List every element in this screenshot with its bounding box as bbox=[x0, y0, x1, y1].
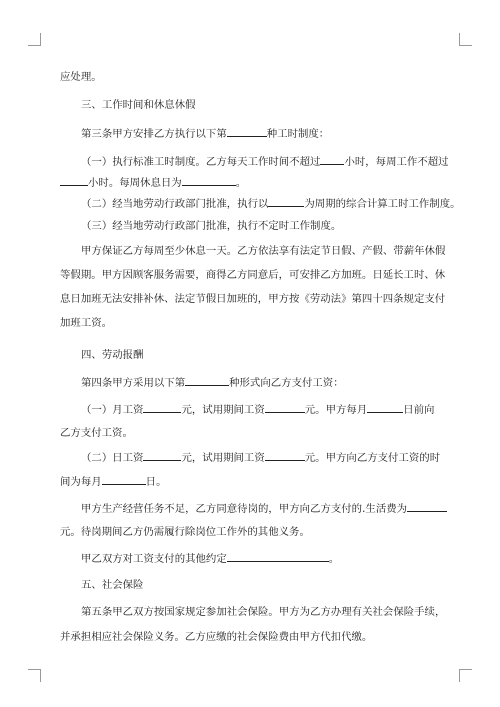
blank-field bbox=[268, 196, 304, 207]
text-line: 甲方保证乙方每周至少休息一天。乙方依法享有法定节日假、产假、带薪年休假 bbox=[81, 245, 446, 257]
blank-field bbox=[185, 375, 229, 386]
corner-mark-bottom-right bbox=[459, 669, 472, 682]
text-line: 小时。每周休息日为 。 bbox=[60, 175, 450, 190]
blank-field bbox=[227, 126, 267, 137]
text-line: 间为每月 日。 bbox=[60, 476, 167, 488]
text-line: 乙方支付工资。 bbox=[60, 427, 133, 439]
corner-mark-top-right bbox=[459, 33, 472, 46]
text-line: （三）经当地劳动行政部门批准，执行不定时工作制度。 bbox=[81, 220, 342, 232]
blank-field bbox=[143, 402, 181, 413]
text-line: 甲乙双方对工资支付的其他约定 。 bbox=[81, 553, 340, 565]
blank-field bbox=[320, 154, 344, 165]
text-line: （二）经当地劳动行政部门批准，执行以 为周期的综合计算工时工作制度。 bbox=[81, 198, 461, 210]
blank-field bbox=[143, 450, 181, 461]
corner-mark-top-left bbox=[28, 33, 41, 46]
text-line: 等假期。甲方因顾客服务需要，商得乙方同意后，可安排乙方加班。日延长工时、休 bbox=[60, 269, 446, 281]
text-line: （一）月工资 元，试用期间工资 元。甲方每月 日前向 bbox=[81, 404, 435, 416]
corner-mark-bottom-left bbox=[28, 669, 41, 682]
blank-field bbox=[265, 450, 305, 461]
section-heading-work-hours: 三、工作时间和休息休假 bbox=[81, 99, 196, 111]
article-3-line: 第三条甲方安排乙方执行以下第 种工时制度： bbox=[81, 128, 330, 140]
text-line: 加班工资。 bbox=[60, 317, 113, 329]
blank-field bbox=[182, 175, 236, 186]
blank-field bbox=[60, 175, 88, 186]
section-heading-social-insurance: 五、社会保险 bbox=[81, 579, 144, 591]
text-line: 甲方生产经营任务不足，乙方同意待岗的，甲方向乙方支付的.生活费为 bbox=[81, 501, 450, 516]
text-line: 应处理。 bbox=[60, 71, 102, 83]
text-line: 元。待岗期间乙方仍需履行除岗位工作外的其他义务。 bbox=[60, 526, 310, 538]
section-heading-wages: 四、劳动报酬 bbox=[81, 349, 144, 361]
text-line: 并承担相应社会保险义务。乙方应缴的社会保险费由甲方代扣代缴。 bbox=[60, 631, 373, 643]
blank-field bbox=[265, 402, 305, 413]
blank-field bbox=[227, 551, 329, 562]
article-4-line: 第四条甲方采用以下第 种形式向乙方支付工资： bbox=[81, 377, 344, 389]
blank-field bbox=[407, 501, 447, 512]
article-5-line: 第五条甲乙双方按国家规定参加社会保险。甲方为乙方办理有关社会保险手续， bbox=[81, 606, 446, 618]
blank-field bbox=[367, 402, 403, 413]
blank-field bbox=[102, 474, 146, 485]
text-line: （二）日工资 元，试用期间工资 元。甲方向乙方支付工资的时 bbox=[81, 452, 441, 464]
text-line: （一）执行标准工时制度。乙方每天工作时间不超过 小时，每周工作不超过 bbox=[81, 156, 449, 168]
text-line: 息日加班无法安排补休、法定节假日加班的，甲方按《劳动法》第四十四条规定支付 bbox=[60, 293, 446, 305]
